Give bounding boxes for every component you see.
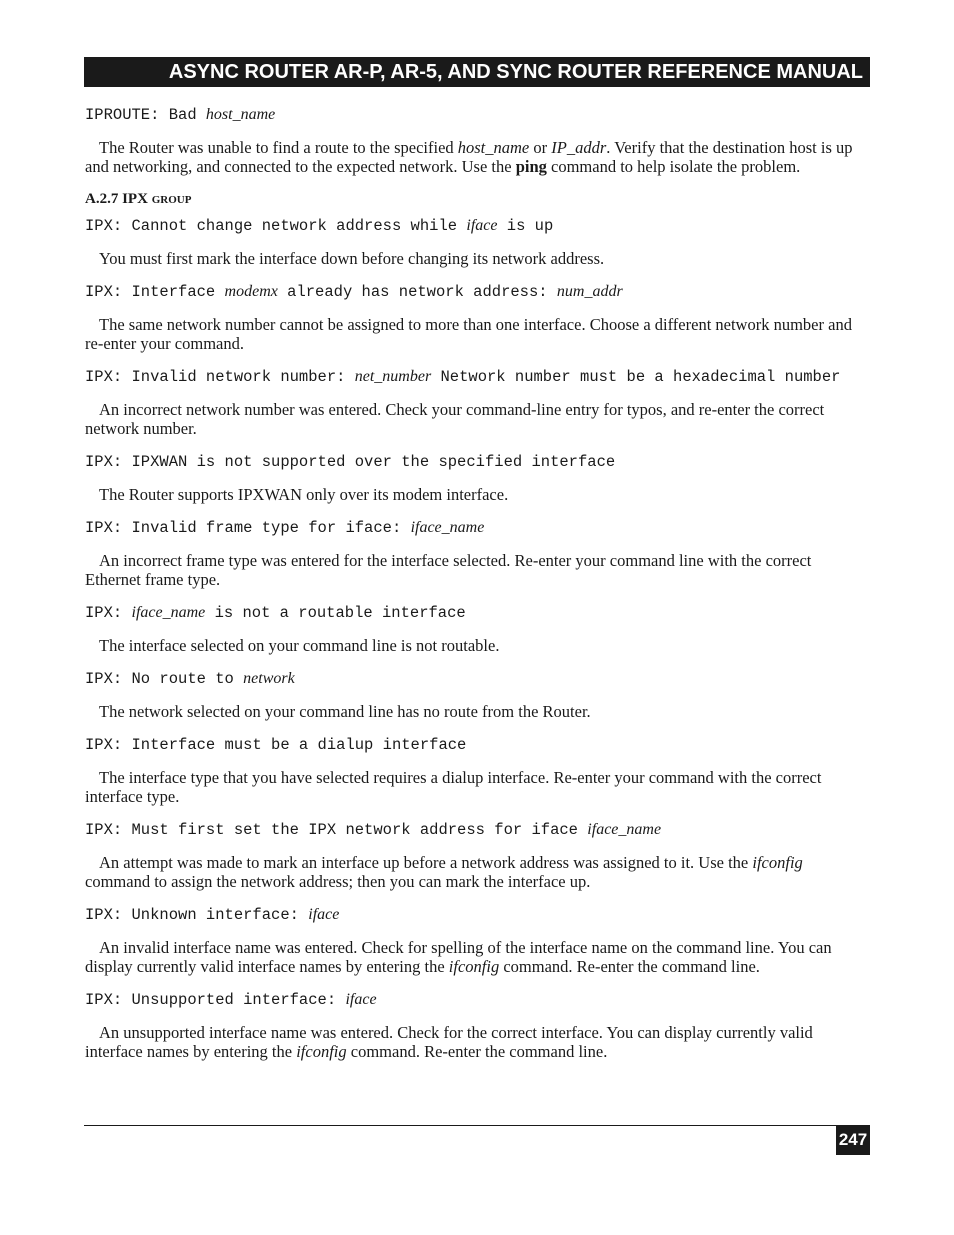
desc-text: command to assign the network address; then you can mark the interface up. bbox=[85, 872, 591, 891]
error-message bbox=[85, 367, 870, 387]
desc-variable: ifconfig bbox=[752, 853, 803, 872]
error-message bbox=[85, 216, 870, 236]
code-text: Network number must be a hexadecimal number bbox=[431, 368, 841, 386]
page-number bbox=[836, 1125, 870, 1155]
desc-text: command. Re-enter the command line. bbox=[346, 1042, 608, 1061]
desc-variable: ifconfig bbox=[296, 1042, 347, 1061]
code-variable: iface_name bbox=[131, 604, 206, 621]
page-number-text: 247 bbox=[838, 1130, 868, 1149]
error-message bbox=[85, 735, 870, 755]
desc-text: The network selected on your command line has no route from the Router. bbox=[99, 702, 591, 721]
code-text: already has network address: bbox=[277, 283, 557, 301]
code-variable: net_number bbox=[354, 368, 432, 385]
desc-text: The Router supports IPXWAN only over its modem interface. bbox=[99, 485, 509, 504]
desc-text: The interface selected on your command line is not routable. bbox=[99, 636, 500, 655]
code-text: IPX: bbox=[85, 604, 132, 622]
error-description bbox=[85, 315, 870, 353]
desc-text: An incorrect network number was entered. Check your command-line entry for typos, and re-enter the correct network number. bbox=[85, 400, 825, 438]
code-text: IPX: Interface bbox=[85, 283, 225, 301]
error-message bbox=[85, 905, 870, 925]
error-message bbox=[85, 518, 870, 538]
error-message bbox=[85, 820, 870, 840]
code-text: is not a routable interface bbox=[205, 604, 466, 622]
desc-text: command. Re-enter the command line. bbox=[499, 957, 760, 976]
error-description-iproute bbox=[85, 138, 870, 176]
section-suffix: group bbox=[151, 191, 192, 207]
desc-text: An unsupported interface name was entered. Check for the correct interface. You can display currently valid interface names by entering the bbox=[85, 1023, 813, 1061]
desc-text: An incorrect frame type was entered for the interface selected. Re-enter your command line with the correct Ethernet frame type. bbox=[85, 551, 812, 589]
code-text: IPROUTE: Bad bbox=[85, 106, 206, 124]
code-variable: iface_name bbox=[587, 821, 662, 838]
desc-text: . Verify that the destination host is up and networking, and connected to the expected network. Use the bbox=[85, 138, 853, 176]
error-description bbox=[85, 400, 870, 438]
code-text: IPX: Unsupported interface: bbox=[85, 991, 346, 1009]
error-description bbox=[85, 249, 870, 268]
code-variable: iface bbox=[308, 906, 340, 923]
desc-text: command to help isolate the problem. bbox=[546, 157, 801, 176]
page-content bbox=[85, 105, 870, 1075]
ipx-message-list bbox=[85, 216, 870, 1061]
code-variable: network bbox=[243, 670, 295, 687]
error-description bbox=[85, 702, 870, 721]
section-heading-ipx-group bbox=[85, 190, 870, 209]
error-description bbox=[85, 1023, 870, 1061]
code-variable: iface_name bbox=[410, 519, 485, 536]
code-text: IPX: Invalid network number: bbox=[85, 368, 355, 386]
error-message bbox=[85, 990, 870, 1010]
code-text: IPX: Must first set the IPX network address for iface bbox=[85, 821, 588, 839]
error-description bbox=[85, 938, 870, 976]
desc-variable: host_name bbox=[457, 138, 530, 157]
running-header bbox=[84, 57, 870, 87]
error-description bbox=[85, 485, 870, 504]
desc-text: The interface type that you have selected requires a dialup interface. Re-enter your command with the correct interface type. bbox=[85, 768, 822, 806]
error-message bbox=[85, 452, 870, 472]
code-text: IPX: Cannot change network address while bbox=[85, 217, 467, 235]
desc-text: or bbox=[529, 138, 552, 157]
error-message bbox=[85, 282, 870, 302]
header-title: ASYNC ROUTER AR-P, AR-5, AND SYNC ROUTER REFERENCE MANUAL bbox=[168, 61, 863, 83]
code-text: IPX: Unknown interface: bbox=[85, 906, 309, 924]
error-message-iproute bbox=[85, 105, 870, 125]
section-number: A.2.7 bbox=[85, 191, 119, 207]
desc-variable: IP_addr bbox=[551, 138, 607, 157]
desc-command: ping bbox=[515, 157, 547, 176]
desc-text: An attempt was made to mark an interface up before a network address was assigned to it. Use the bbox=[99, 853, 753, 872]
code-variable: modemx bbox=[224, 283, 278, 300]
section-name: IPX bbox=[122, 191, 148, 207]
desc-text: The same network number cannot be assigned to more than one interface. Choose a different network number and re-enter your command. bbox=[85, 315, 852, 353]
code-text: IPX: No route to bbox=[85, 670, 244, 688]
code-variable: host_name bbox=[205, 106, 276, 123]
footer-rule bbox=[84, 1125, 836, 1126]
code-variable: iface bbox=[466, 217, 498, 234]
desc-text: You must first mark the interface down before changing its network address. bbox=[99, 249, 605, 268]
error-message bbox=[85, 669, 870, 689]
error-description bbox=[85, 551, 870, 589]
error-description bbox=[85, 853, 870, 891]
desc-text: An invalid interface name was entered. Check for spelling of the interface name on the command line. You can display currently valid interface names by entering the bbox=[85, 938, 832, 976]
code-text: IPX: Interface must be a dialup interface bbox=[85, 736, 467, 754]
code-text: IPX: IPXWAN is not supported over the specified interface bbox=[85, 453, 616, 471]
code-text: is up bbox=[497, 217, 554, 235]
code-variable: iface bbox=[345, 991, 377, 1008]
error-description bbox=[85, 768, 870, 806]
error-message bbox=[85, 603, 870, 623]
error-description bbox=[85, 636, 870, 655]
desc-text: The Router was unable to find a route to the specified bbox=[99, 138, 458, 157]
code-variable: num_addr bbox=[556, 283, 623, 300]
code-text: IPX: Invalid frame type for iface: bbox=[85, 519, 411, 537]
desc-variable: ifconfig bbox=[448, 957, 500, 976]
